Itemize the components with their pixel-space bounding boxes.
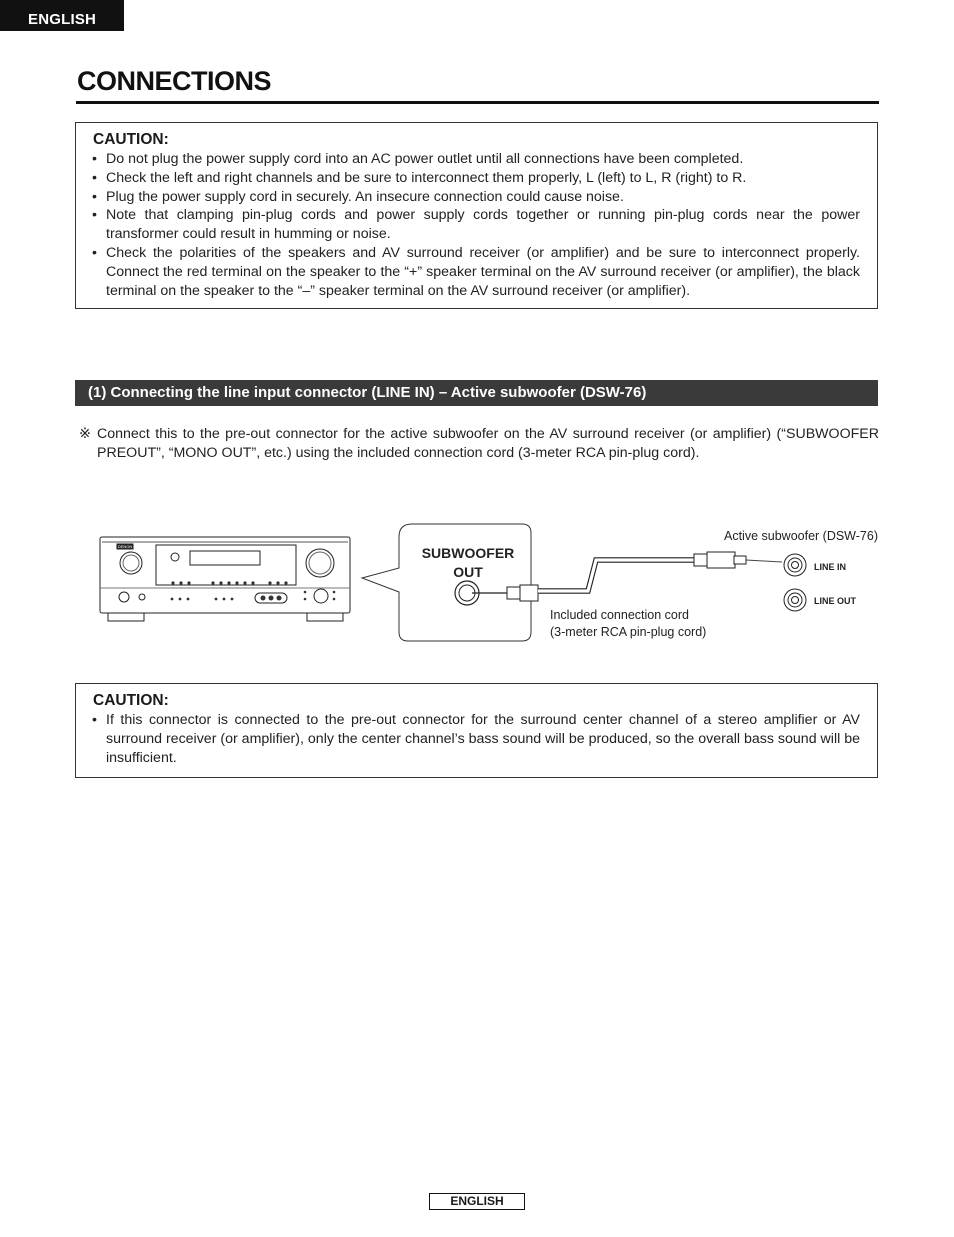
subwoofer-out-label-line1: SUBWOOFER (421, 545, 515, 561)
connection-note (79, 425, 879, 463)
caution-item: • Check the left and right channels and be sure to interconnect them properly, L (left) to L, R (right) to R. (92, 169, 860, 188)
receiver-buttons (171, 581, 336, 600)
callout-bubble (362, 524, 531, 641)
caution-item: • Note that clamping pin-plug cords and power supply cords together or running pin-plug cords near the power transformer could result in humming or noise. (92, 206, 860, 244)
caution-item: • Do not plug the power supply cord into an AC power outlet until all connections have been completed. (92, 150, 860, 169)
cord-caption-line1: Included connection cord (550, 608, 689, 622)
caution-box-top (75, 122, 878, 309)
av-receiver-illustration (100, 537, 350, 621)
caution-list (92, 711, 860, 767)
reference-mark-icon: ※ (79, 426, 91, 442)
page-title: CONNECTIONS (77, 66, 272, 96)
connection-diagram (0, 500, 954, 660)
line-in-jack-icon (784, 554, 806, 576)
caution-item: • If this connector is connected to the pre-out connector for the surround center channel of a stereo amplifier or AV surround receiver (or amplifier), only the center channel’s bass sound will be produced, so the overall bass sound will be insufficient. (92, 711, 860, 767)
caution-list (92, 150, 860, 300)
caution-title: CAUTION: (93, 692, 169, 709)
line-in-label: LINE IN (814, 562, 847, 572)
caution-item: • Check the polarities of the speakers and AV surround receiver (or amplifier) and be sure to interconnect properly. Connect the red terminal on the speaker to the “+” speaker terminal on the AV surround receiver (or amplifier), the black terminal on the speaker to the “–” speaker terminal on the AV surround receiver (or amplifier). (92, 244, 860, 300)
language-tab: ENGLISH (0, 0, 124, 31)
receiver-brand: DENON (117, 544, 133, 549)
subwoofer-out-label-line2: OUT (453, 564, 483, 580)
caution-item: • Plug the power supply cord in securely. An insecure connection could cause noise. (92, 188, 860, 207)
footer-language-label: ENGLISH (429, 1193, 525, 1210)
connection-note-text: Connect this to the pre-out connector for the active subwoofer on the AV surround receiver (or amplifier) (“SUBWOOFER PREOUT”, “MONO OUT”, etc.) using the included connection cord (3-meter RCA pin-plug cord). (97, 426, 879, 461)
subwoofer-caption: Active subwoofer (DSW-76) (724, 529, 878, 543)
caution-title: CAUTION: (93, 131, 169, 148)
cord-caption-line2: (3-meter RCA pin-plug cord) (550, 625, 707, 639)
section-heading: (1) Connecting the line input connector (LINE IN) – Active subwoofer (DSW-76) (75, 380, 878, 406)
caution-box-bottom (75, 683, 878, 778)
line-out-label: LINE OUT (814, 596, 856, 606)
title-rule (76, 101, 879, 104)
line-out-jack-icon (784, 589, 806, 611)
